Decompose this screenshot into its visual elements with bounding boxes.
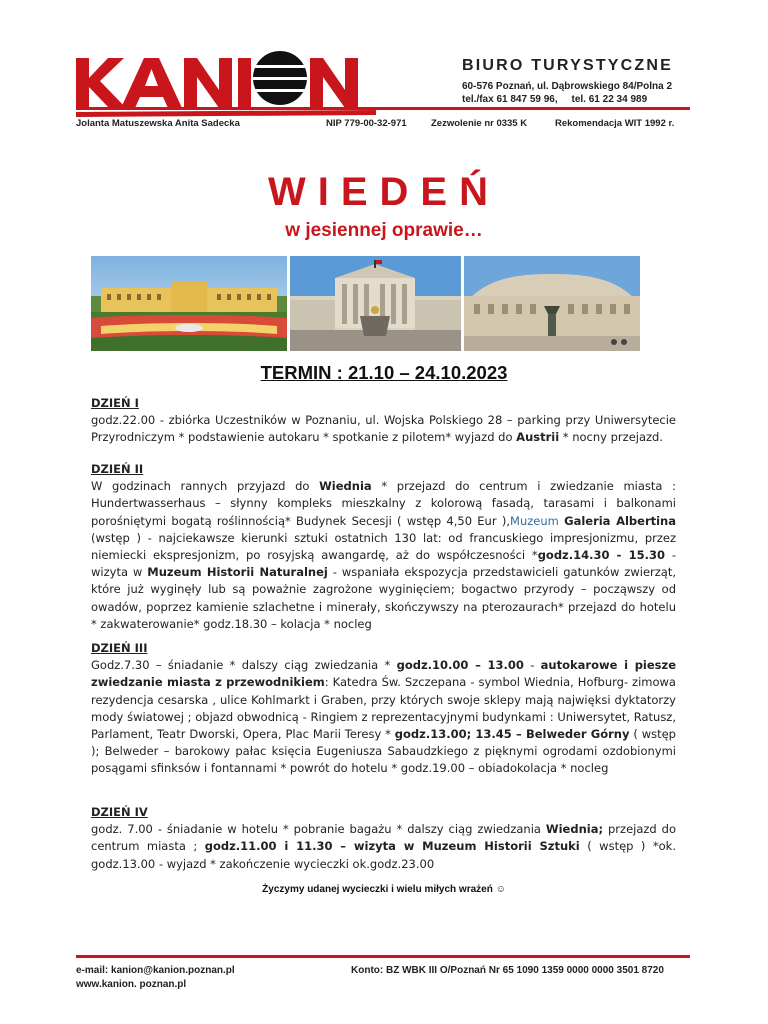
- footer-website[interactable]: www.kanion. poznan.pl: [76, 979, 187, 990]
- day-1-text: godz.22.00 - zbiórka Uczestników w Poznaniu, ul. Wojska Polskiego 28 – parking przy Uniwersytecie Przyrodniczym * podstawienie autokaru * spotkanie z pilotem* wyjazd do Austrii * nocny przejazd.: [91, 413, 676, 445]
- recommendation: Rekomendacja WIT 1992 r.: [555, 118, 675, 129]
- page-title: WIEDEŃ: [268, 170, 500, 214]
- bureau-address: 60-576 Poznań, ul. Dąbrowskiego 84/Polna 2: [462, 81, 673, 92]
- footer-email[interactable]: e-mail: kanion@kanion.poznan.pl: [76, 965, 235, 976]
- permit: Zezwolenie nr 0335 K: [431, 118, 528, 129]
- day-1-heading: DZIEŃ I: [91, 396, 139, 410]
- day-1-section: [91, 395, 676, 447]
- footer-divider: [76, 955, 690, 958]
- bureau-title: BIURO TURYSTYCZNE: [462, 57, 674, 74]
- closing-wish: Życzymy udanej wycieczki i wielu miłych wrażeń ☺: [262, 884, 506, 895]
- page-subtitle: w jesiennej oprawie…: [285, 220, 483, 241]
- day-3-section: [91, 640, 676, 778]
- owners: Jolanta Matuszewska Anita Sadecka: [76, 118, 240, 129]
- bureau-phones: tel./fax 61 847 59 96, tel. 61 22 34 989: [462, 94, 648, 105]
- day-3-text: Godz.7.30 – śniadanie * dalszy ciąg zwiedzania * godz.10.00 – 13.00 - autokarowe i piesze zwiedzanie miasta z przewodnikiem: Katedra Św. Szczepana - symbol Wiednia, Hofburg- zimowa rezydencja cesarska , ulice Kohlmarkt i Graben, przy których swoje sklepy mają najwięksi dyktatorzy mody światowej ; objazd obwodnicą - Ringiem z reprezentacyjnymi budynkami : Uniwersytet, Ratusz, Parlament, Teatr Dworski, Opera, Plac Marii Teresy * godz.13.00; 13.45 – Belweder Górny ( wstęp ); Belweder – barokowy pałac księcia Eugeniusza Sabaudzkiego z pięknymi ogrodami ozdobionymi posągami sfinksów i fontannami * powrót do hotelu * godz.19.00 – obiadokolacja * nocleg: [91, 658, 677, 776]
- day-2-heading: DZIEŃ II: [91, 462, 144, 476]
- day-2-text: W godzinach rannych przyjazd do Wiednia * przejazd do centrum i zwiedzanie miasta : Hundertwasserhaus – słynny kompleks mieszkalny z kolorową fasadą, tarasami i balkonami porośniętymi bogatą roślinnością* Budynek Secesji ( wstęp 4,50 Eur ),Muzeum Galeria Albertina (wstęp ) - najciekawsze kierunki sztuki ostatnich 130 lat: od francuskiego impresjonizmu, przez niemiecki ekspresjonizm, po rosyjską awangardę, aż do współczesności *godz.14.30 - 15.30 - wizyta w Muzeum Historii Naturalnej - wspaniała ekspozycja przedstawicieli gatunków zwierząt, które już wyginęły lub są poważnie zagrożone wyginięciem; bogactwo przyrody – począwszy od owadów, poprzez kamienie szlachetne i minerały, skończywszy na pterozaurach* przejazd do hotelu * zakwaterowanie* godz.18.30 – kolacja * nocleg: [91, 479, 677, 631]
- day-4-section: [91, 804, 676, 873]
- hofburg-photo: [464, 256, 640, 351]
- day-4-heading: DZIEŃ IV: [91, 805, 148, 819]
- day-2-section: [91, 461, 676, 633]
- day-3-heading: DZIEŃ III: [91, 641, 148, 655]
- footer-bank-account: Konto: BZ WBK III O/Poznań Nr 65 1090 1359 0000 0000 3501 8720: [351, 965, 664, 976]
- parliament-photo: [290, 256, 461, 351]
- day-4-text: godz. 7.00 - śniadanie w hotelu * pobranie bagażu * dalszy ciąg zwiedzania Wiednia; przejazd do centrum miasta ; godz.11.00 i 11.30 – wizyta w Muzeum Historii Sztuki ( wstęp ) *ok. godz.13.00 - wyjazd * zakończenie wycieczki ok.godz.23.00: [91, 822, 676, 871]
- schonbrunn-photo: [91, 256, 287, 351]
- trip-dates: TERMIN : 21.10 – 24.10.2023: [260, 362, 508, 383]
- nip: NIP 779-00-32-971: [326, 118, 407, 129]
- header-divider: [76, 107, 690, 110]
